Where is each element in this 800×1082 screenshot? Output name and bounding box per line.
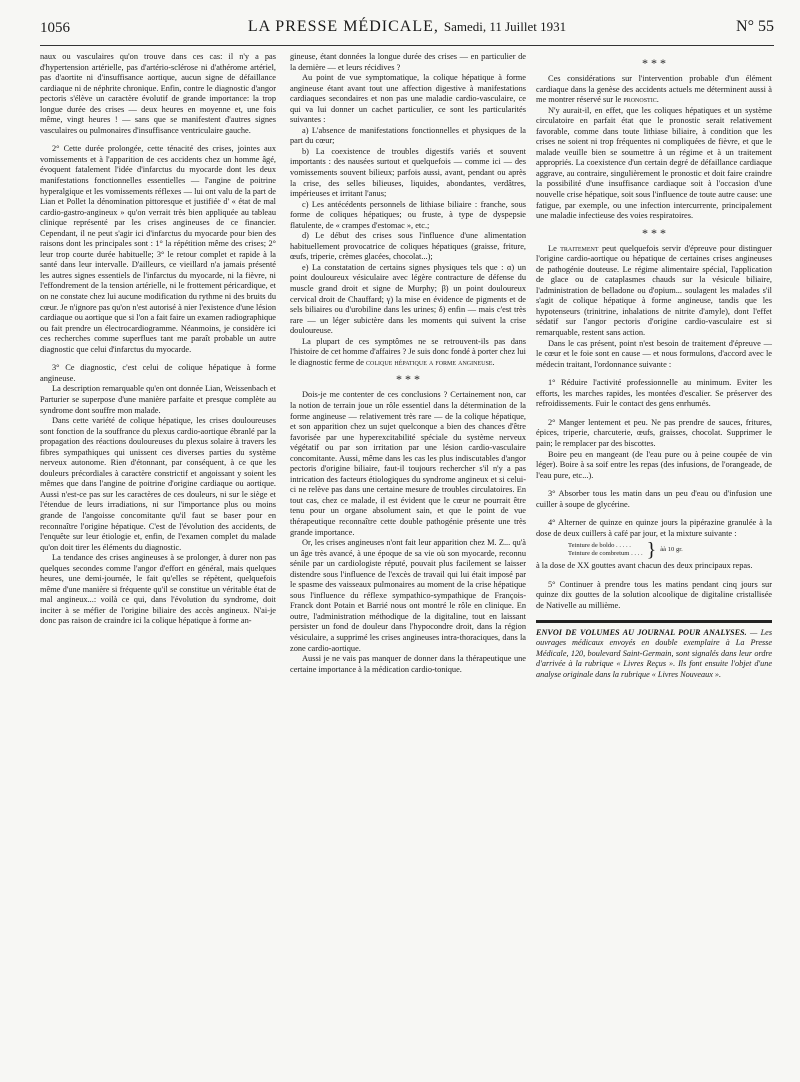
- paragraph-text: peut quelquefois servir d'épreuve pour distinguer l'origine cardio-aortique ou hépatique de certaines crises angineuses de pathogénie douteuse. Le régime alimentaire spécial, l'application de glace ou de cataplasmes chauds sur la vésicule biliaire, l'administration de belladone ou d'opium... soulagent les malades s'il s'agit de colique hépatique à forme angineuse, tandis que les hypotenseurs (trinitrine, inhalations de nitrite d'amyle), dont l'effet sédatif sur l'angor pectoris d'origine cardio-vasculaire est si remarquable, restent sans action.: [536, 243, 772, 338]
- paragraph: gineuse, étant données la longue durée des crises — en particulier de la dernière — et leurs récidives ?: [290, 52, 526, 72]
- prescription-mixture: [566, 539, 772, 562]
- paragraph: [290, 337, 526, 369]
- paragraph: Au point de vue symptomatique, la colique hépatique à forme angineuse étant avant tout une affection digestive à manifestations cardiaques secondaires et non pas une maladie cardio-vasculaire, ce qui va lui donner un cachet particulier, ce sont les particularités suivantes :: [290, 73, 526, 125]
- paragraph: 2° Manger lentement et peu. Ne pas prendre de sauces, fritures, épices, triperie, charcuterie, œufs, graisses, chocolat. Supprimer le pain; le remplacer par des biscottes.: [536, 417, 772, 448]
- paragraph: 3° Absorber tous les matin dans un peu d'eau ou d'infusion une cuiller à soupe de glycérine.: [536, 489, 772, 509]
- notice-box: [536, 620, 772, 681]
- section-ornament: * * *: [642, 56, 666, 70]
- paragraph: Dans cette variété de colique hépatique, les crises douloureuses sont fonction de la souffrance du plexus cardio-aortique ébranlé par la propagation des réactions douloureuses du plexus solaire à travers les fibres sympathiques qui unissent ces diverses parties du système nerveux autonome. Rien d'étonnant, par conséquent, à ce que les douleurs précordiales à caractère constrictif et angoissant y soient les mêmes que dans l'angine de poitrine d'origine cardiaque ou aortique. Aussi n'est-ce pas sur les caractères de ces douleurs, ni sur le siège et l'étendue de leurs irradiations, ni sur l'importance plus ou moins grande de l'angoisse concomitante qu'il faut se baser pour en reconnaître l'origine hépatique. C'est de l'évolution des accidents, de l'enquête sur leur étiologie et, enfin, de l'examen complet du malade qu'on doit tirer les éléments du diagnostic.: [40, 416, 276, 552]
- pronostic-term: pronostic.: [623, 95, 659, 105]
- page-number: 1056: [40, 20, 70, 36]
- paragraph: 5° Continuer à prendre tous les matins pendant cinq jours sur quinze dix gouttes de la solution alcoolique de digitaline cristallisée de Nativelle au millième.: [536, 579, 772, 610]
- issue-date: Samedi, 11 Juillet 1931: [443, 19, 567, 34]
- paragraph: 2° Cette durée prolongée, cette ténacité des crises, jointes aux vomissements et à l'apparition de ces accidents chez un homme âgé, évoquent fatalement l'idée d'infarctus du myocarde dont les deux manifestations fonctionnelles essentielles — l'angine de poitrine hyperalgique et les vomissements réflexes — lui ont valu de la part de Lian et Pollet la dénomination pittoresque et justifiée d' « état de mal cardio-gastro-angineux » qu'on verrait très bien appliquée au tableau clinique représenté par les crises angineuses de ce financier. Cependant, il ne peut s'agir ici d'infarctus du myocarde pour bien des raisons dont les principales sont : 1° la répétition même des crises; 2° leur trop courte durée habituelle; 3° le retour complet et rapide à la santé dans leur intervalle. D'ailleurs, ce vieillard n'a jamais présenté les autres signes essentiels de l'infarctus du myocarde, ni la fièvre, ni l'effondrement de la tension artérielle, ni le frottement péricardique, et on ne constate chez lui aucune modification du rythme ni des bruits du cœur. Je n'ignore pas qu'on n'est autorisé à nier l'existence d'une lésion cardiaque ou aortique que si l'on a fait faire un examen radiographique ou fait prendre un électrocardiogramme. Néanmoins, je considère ici ces recherches comme superflues tant me paraît probable un autre diagnostic que celui d'infarctus du myocarde.: [40, 144, 276, 354]
- journal-title: LA PRESSE MÉDICALE,: [247, 18, 439, 35]
- paragraph: b) La coexistence de troubles digestifs variés et souvent importants : des nausées surtout et quelquefois — comme ici — des vomissements souvent bilieux; parfois aussi, avant, pendant ou après la crise, des selles bilieuses, liquides, abondantes, verdâtres, impérieuses et irritant l'anus;: [290, 146, 526, 199]
- paragraph-text: La plupart de ces symptômes ne se retrouvent-ils pas dans l'histoire de cet homme d'affaires ? Je suis donc fondé à porter chez lui le diagnostic ferme de: [290, 336, 526, 367]
- paragraph: d) Le début des crises sous l'influence d'une alimentation habituellement provocatrice de coliques hépatiques (graisse, friture, œufs, triperie, crèmes glacées, chocolat...);: [290, 231, 526, 262]
- paragraph: a) L'absence de manifestations fonctionnelles et physiques de la part du cœur;: [290, 125, 526, 146]
- header-rule: [40, 45, 774, 46]
- paragraph: Dois-je me contenter de ces conclusions ? Certainement non, car la notion de terrain joue un rôle essentiel dans la détermination de la forme angineuse — relativement très rare — de la colique hépatique, et son apparition chez un sujet quelconque a bien des chances d'être favorisée par une hyperexcitabilité spéciale du système nerveux végétatif ou par son irritation par une lésion cardio-vasculaire concomitante. Aussi, même dans les cas les plus indiscutables d'angor pectoris d'origine biliaire, faut-il toujours rechercher s'il n'y a pas intrication des facteurs étiologiques du syndrome angineux et si celui-ci ne relève pas dans une certaine mesure de troubles circulatoires. En tout cas, chez ce malade, il est évident que le cœur ne pourrait être tenu pour un organe absolument sain, et que le point de vue thérapeutique reconnaître cette double pathogénie présente une très grande importance.: [290, 390, 526, 537]
- paragraph: 1° Réduire l'activité professionnelle au minimum. Eviter les efforts, les marches rapides, les montées d'escalier. Se préserver des refroidissements. Fuir le contact des gens enrhumés.: [536, 378, 772, 409]
- paragraph: Or, les crises angineuses n'ont fait leur apparition chez M. Z... qu'à un âge très avancé, à une époque de sa vie où son myocarde, reconnu sénile par un cardiologiste réputé, pouvait plus facilement se laisser distendre sous l'influence de l'excès de travail qui lui était imposé par le spasme des vaisseaux pulmonaires au moment de la crise hépatique sous l'influence du réflexe sympathico-sympathique de François-Franck dont Potain et Barrié nous ont montré le rôle en clinique. En outre, l'administration méthodique de la digitaline, tout en laissant persister un fond de douleur dans l'hypocondre droit, dans la région vésiculaire, a supprimé les crises angineuses intra-thoraciques, dans la zone cardio-aortique.: [290, 538, 526, 653]
- paragraph-text: Ces considérations sur l'intervention probable d'un élément cardiaque dans la genèse des accidents actuels me déterminent aussi à me montrer réservé sur le: [536, 74, 772, 105]
- paragraph: 3° Ce diagnostic, c'est celui de colique hépatique à forme angineuse.: [40, 363, 276, 383]
- journal-title-line: [40, 18, 774, 36]
- mixture-ingredient: Teinture de combretum . . . .: [568, 550, 643, 558]
- paragraph: naux ou vasculaires qu'on trouve dans ces cas: il n'y a pas d'hypertension artérielle, pas d'artério-sclérose ni d'athérome artériel, pas d'aortite ni d'insuffisance aortique, aucun signe de défaillance cardiaque ni de néphrite chronique. Enfin, contre le diagnostic d'angor pectoris s'élève un caractère évolutif de grande importance: la trop longue durée des crises — deux heures en moyenne et, une fois même, vingt heures ! — sans que se manifestent d'autres signes vasculaires ou pulmonaires d'insuffisance ventriculaire gauche.: [40, 52, 276, 135]
- column-3: [536, 52, 772, 680]
- paragraph: à la dose de XX gouttes avant chacun des deux principaux repas.: [536, 561, 753, 571]
- paragraph: Aussi je ne vais pas manquer de donner dans la thérapeutique une certaine importance à la médication cardio-tonique.: [290, 654, 526, 674]
- paragraph-text: Le: [548, 243, 557, 253]
- mixture-ingredient: Teinture de boldo . . . . .: [568, 542, 631, 550]
- column-1: [40, 52, 276, 627]
- paragraph: e) La constatation de certains signes physiques tels que : α) un point douloureux vésiculaire avec légère contracture de défense du muscle grand droit et signe de Murphy; β) un point douloureux cervical droit de Chauffard; γ) la mise en évidence de pigments et de sels biliaires ou d'urobiline dans les urines; δ) enfin — mais c'est très rare — un léger subictère dans les moments qui suivent la crise douloureuse.: [290, 262, 526, 336]
- page-header: [40, 18, 774, 44]
- notice-text: — Les ouvrages médicaux envoyés en double exemplaire à La Presse Médicale, 120, boulevard Saint-Germain, sont signalés dans leur ordre d'arrivée à la rubrique « Livres Reçus ». Ils font ensuite l'objet d'une analyse originale dans la rubrique « Livres Nouveaux ».: [536, 627, 773, 679]
- column-2: [290, 52, 526, 675]
- diagnosis-term: colique hépatique a forme angineuse.: [366, 357, 495, 367]
- paragraph: La description remarquable qu'en ont donnée Lian, Weissenbach et Parturier se superpose d'une manière parfaite et presque complète au syndrome dont souffre mon malade.: [40, 384, 276, 415]
- brace: }: [646, 539, 657, 562]
- section-ornament: * * *: [396, 372, 420, 387]
- traitement-term: traitement: [560, 243, 599, 253]
- paragraph: [536, 74, 772, 106]
- notice-heading: ENVOI DE VOLUMES AU JOURNAL POUR ANALYSES.: [536, 627, 747, 637]
- section-ornament: * * *: [642, 225, 666, 240]
- paragraph: N'y aurait-il, en effet, que les coliques hépatiques et un système circulatoire en parfait état que le pronostic serait relativement favorable, comme dans toute lithiase biliaire, à condition que les crises ne soient ni trop fréquentes ni compliquées de fièvre, et que le malade veuille bien se soumettre à un régime et à un traitement appropriés. La coexistence d'un certain degré de défaillance cardiaque aggrave, au contraire, singulièrement le pronostic et doit faire craindre la possibilité d'une insuffisance cardiaque soit à l'occasion d'une nouvelle crise hépatique, soit sous l'influence de toute autre cause: une fatigue, par exemple, ou une infection intercurrente, principalement une maladie infectieuse des voies respiratoires.: [536, 105, 772, 221]
- paragraph: c) Les antécédents personnels de lithiase biliaire : franche, sous forme de coliques hépatiques; ou fruste, à type de dyspepsie flatulente, de « crampes d'estomac », etc.;: [290, 199, 526, 230]
- mixture-dose: àà 10 gr.: [660, 546, 683, 554]
- paragraph: 4° Alterner de quinze en quinze jours la pipérazine granulée à la dose de deux cuillers à café par jour, et la mixture suivante :: [536, 518, 772, 538]
- notice: [536, 628, 772, 681]
- paragraph: La tendance des crises angineuses à se prolonger, à durer non pas quelques secondes comme l'angor d'effort en général, mais quelques heures, une demi-journée, le fait qu'elles se répètent, quelquefois même d'une manière si fréquente qu'il se constitue un véritable état de mal angineux...: voilà ce qui, dans l'évolution du syndrome, doit inciter à se méfier de l'origine biliaire des accès angineux. N'ai-je donc pas raison de craindre ici la colique hépatique à forme an-: [40, 553, 276, 626]
- paragraph: Boire peu en mangeant (de l'eau pure ou à peine coupée de vin léger). Boire à sa soif entre les repas (des infusions, de l'orangeade, de l'eau pure, etc...).: [536, 449, 772, 480]
- paragraph: Dans le cas présent, point n'est besoin de traitement d'épreuve — le cœur et le foie sont en cause — et nous formulons, d'accord avec le médecin traitant, l'ordonnance suivante :: [536, 338, 772, 369]
- paragraph: [536, 244, 772, 339]
- issue-number: N° 55: [736, 18, 774, 35]
